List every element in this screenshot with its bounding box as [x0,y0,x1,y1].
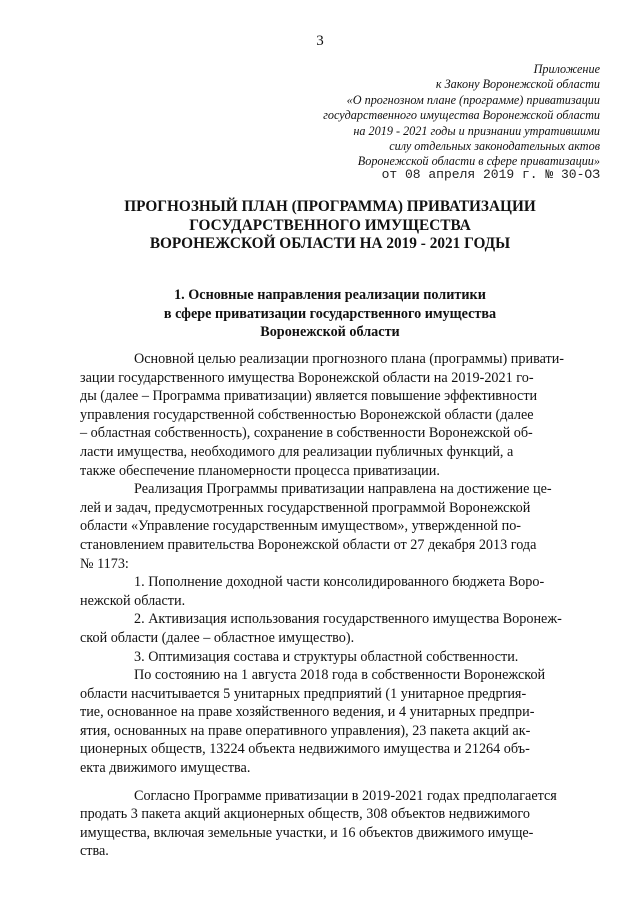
paragraph-line: 1. Пополнение доходной части консолидированного бюджета Воро- [134,574,545,591]
appendix-line: «О прогнозном плане (программе) приватизации [346,92,600,107]
section-heading [60,286,600,342]
paragraph [80,610,600,647]
paragraph-gap [80,778,600,787]
paragraph-line: ятия, основанных на праве оперативного управления), 23 пакета акций ак- [80,722,531,739]
section-body [80,350,600,861]
paragraph-line: ды (далее – Программа приватизации) является повышение эффективности [80,388,538,405]
paragraph-line: также обеспечение планомерности процесса приватизации. [80,462,440,479]
paragraph-line: тие, основанное на праве хозяйственного ведения, и 4 унитарных предпри- [80,704,535,721]
paragraph-line: продать 3 пакета акций акционерных обществ, 308 объектов недвижимого [80,806,530,823]
section-heading-line: Воронежской области [260,324,400,340]
document-title [60,198,600,254]
paragraph-line: зации государственного имущества Воронежской области на 2019-2021 го- [80,369,534,386]
paragraph [80,480,600,573]
appendix-line: Приложение [533,62,600,76]
paragraph-line: Основной целью реализации прогнозного плана (программы) привати- [134,351,565,367]
section-heading-line: в сфере приватизации государственного имущества [163,305,497,322]
paragraph [80,648,600,667]
appendix-line: на 2019 - 2021 годы и признании утратившими [353,123,600,138]
paragraph-line: ства. [80,843,109,860]
paragraph-line: имущества, включая земельные участки, и 16 объектов движимого имуще- [80,824,534,841]
paragraph-line: ласти имущества, необходимого для реализации публичных функций, а [80,443,514,460]
section-heading-line: 1. Основные направления реализации политики [174,287,486,303]
paragraph-line: екта движимого имущества. [80,760,251,777]
paragraph [80,666,600,778]
paragraph-line: – областная собственность), сохранение в собственности Воронежской об- [80,425,533,442]
paragraph-line: становлением правительства Воронежской области от 27 декабря 2013 года [80,536,537,553]
registration-stamp: от 08 апреля 2019 г. № 30-ОЗ [381,167,600,182]
title-line: ГОСУДАРСТВЕННОГО ИМУЩЕСТВА [189,216,471,234]
appendix-line: Воронежской области в сфере приватизации» [357,154,600,169]
paragraph [80,350,600,480]
appendix-line: государственного имущества Воронежской области [323,108,600,123]
appendix-line: силу отдельных законодательных актов [389,139,600,154]
paragraph-line: Согласно Программе приватизации в 2019-2021 годах предполагается [134,787,557,804]
paragraph [80,787,600,861]
paragraph-line: управления государственной собственностью Воронежской области (далее [80,406,534,423]
appendix-line: к Закону Воронежской области [435,77,600,92]
paragraph-line: лей и задач, предусмотренных государственной программой Воронежской [80,499,531,516]
paragraph-line: нежской области. [80,592,186,609]
paragraph-line: № 1173: [80,555,129,572]
paragraph-line: области «Управление государственным имуществом», утвержденной по- [80,518,522,535]
appendix-block [260,62,600,170]
paragraph-line: Реализация Программы приватизации направлена на достижение це- [134,481,552,498]
title-line: ВОРОНЕЖСКОЙ ОБЛАСТИ НА 2019 - 2021 ГОДЫ [149,235,511,252]
paragraph-line: 2. Активизация использования государственного имущества Воронеж- [134,611,562,628]
paragraph-line: ской области (далее – областное имущество). [80,629,355,646]
paragraph-line: области насчитывается 5 унитарных предприятий (1 унитарное предprия- [80,685,527,702]
title-line: ПРОГНОЗНЫЙ ПЛАН (ПРОГРАММА) ПРИВАТИЗАЦИИ [124,198,536,215]
page-number: 3 [316,33,324,49]
paragraph-line: 3. Оптимизация состава и структуры областной собственности. [134,648,519,665]
paragraph-line: ционерных обществ, 13224 объекта недвижимого имущества и 21264 объ- [80,741,530,758]
paragraph-line: По состоянию на 1 августа 2018 года в собственности Воронежской [134,667,546,684]
paragraph [80,573,600,610]
